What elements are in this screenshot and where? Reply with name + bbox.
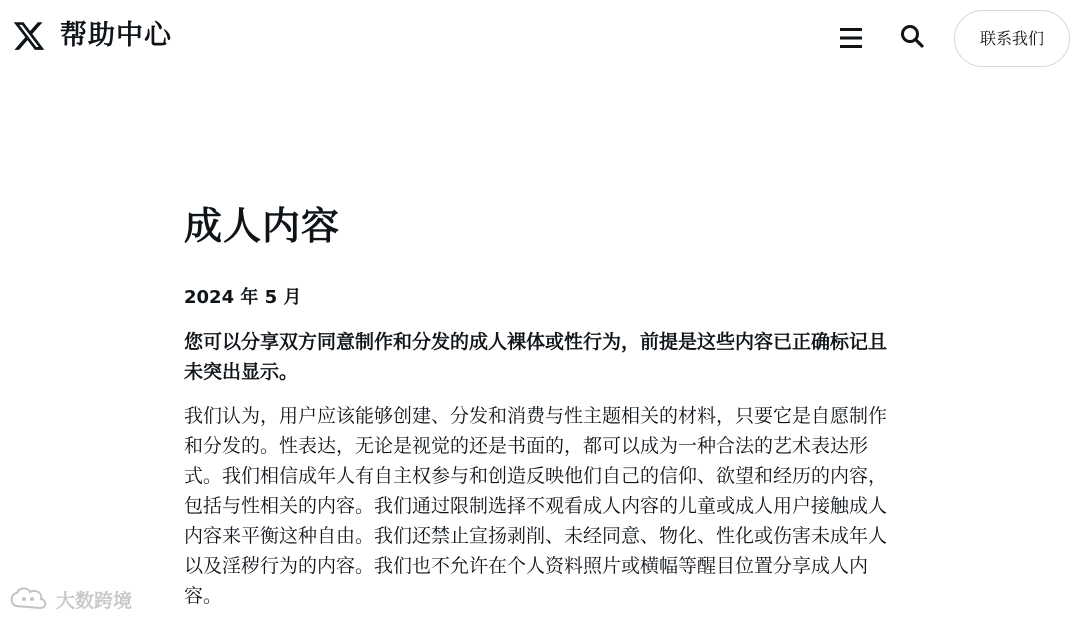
home-logo-link[interactable] xyxy=(12,18,172,54)
site-header xyxy=(0,0,1080,76)
watermark-text: 大数跨境 xyxy=(56,589,133,612)
site-title: 帮助中心 xyxy=(60,20,172,51)
search-icon xyxy=(898,22,926,50)
hamburger-menu-icon xyxy=(836,24,866,52)
menu-button[interactable] xyxy=(836,24,866,52)
article-lead-paragraph: 您可以分享双方同意制作和分发的成人裸体或性行为，前提是这些内容已正确标记且未突出显示。 xyxy=(184,331,888,383)
x-logo-icon xyxy=(12,18,46,54)
article xyxy=(184,196,900,611)
watermark xyxy=(8,584,132,614)
contact-us-button[interactable]: 联系我们 xyxy=(954,10,1070,67)
article-date: 2024 年 5 月 xyxy=(184,287,302,308)
search-button[interactable] xyxy=(898,22,926,50)
article-body-paragraph: 我们认为，用户应该能够创建、分发和消费与性主题相关的材料，只要它是自愿制作和分发的。性表达，无论是视觉的还是书面的，都可以成为一种合法的艺术表达形式。我们相信成年人有自主权参与和创造反映他们自己的信仰、欲望和经历的内容，包括与性相关的内容。我们通过限制选择不观看成人内容的儿童或成人用户接触成人内容来平衡这种自由。我们还禁止宣扬剥削、未经同意、物化、性化或伤害未成年人以及淫秽行为的内容。我们也不允许在个人资料照片或横幅等醒目位置分享成人内容。 xyxy=(184,405,888,607)
page-title: 成人内容 xyxy=(184,204,341,248)
watermark-logo-icon xyxy=(8,584,56,614)
